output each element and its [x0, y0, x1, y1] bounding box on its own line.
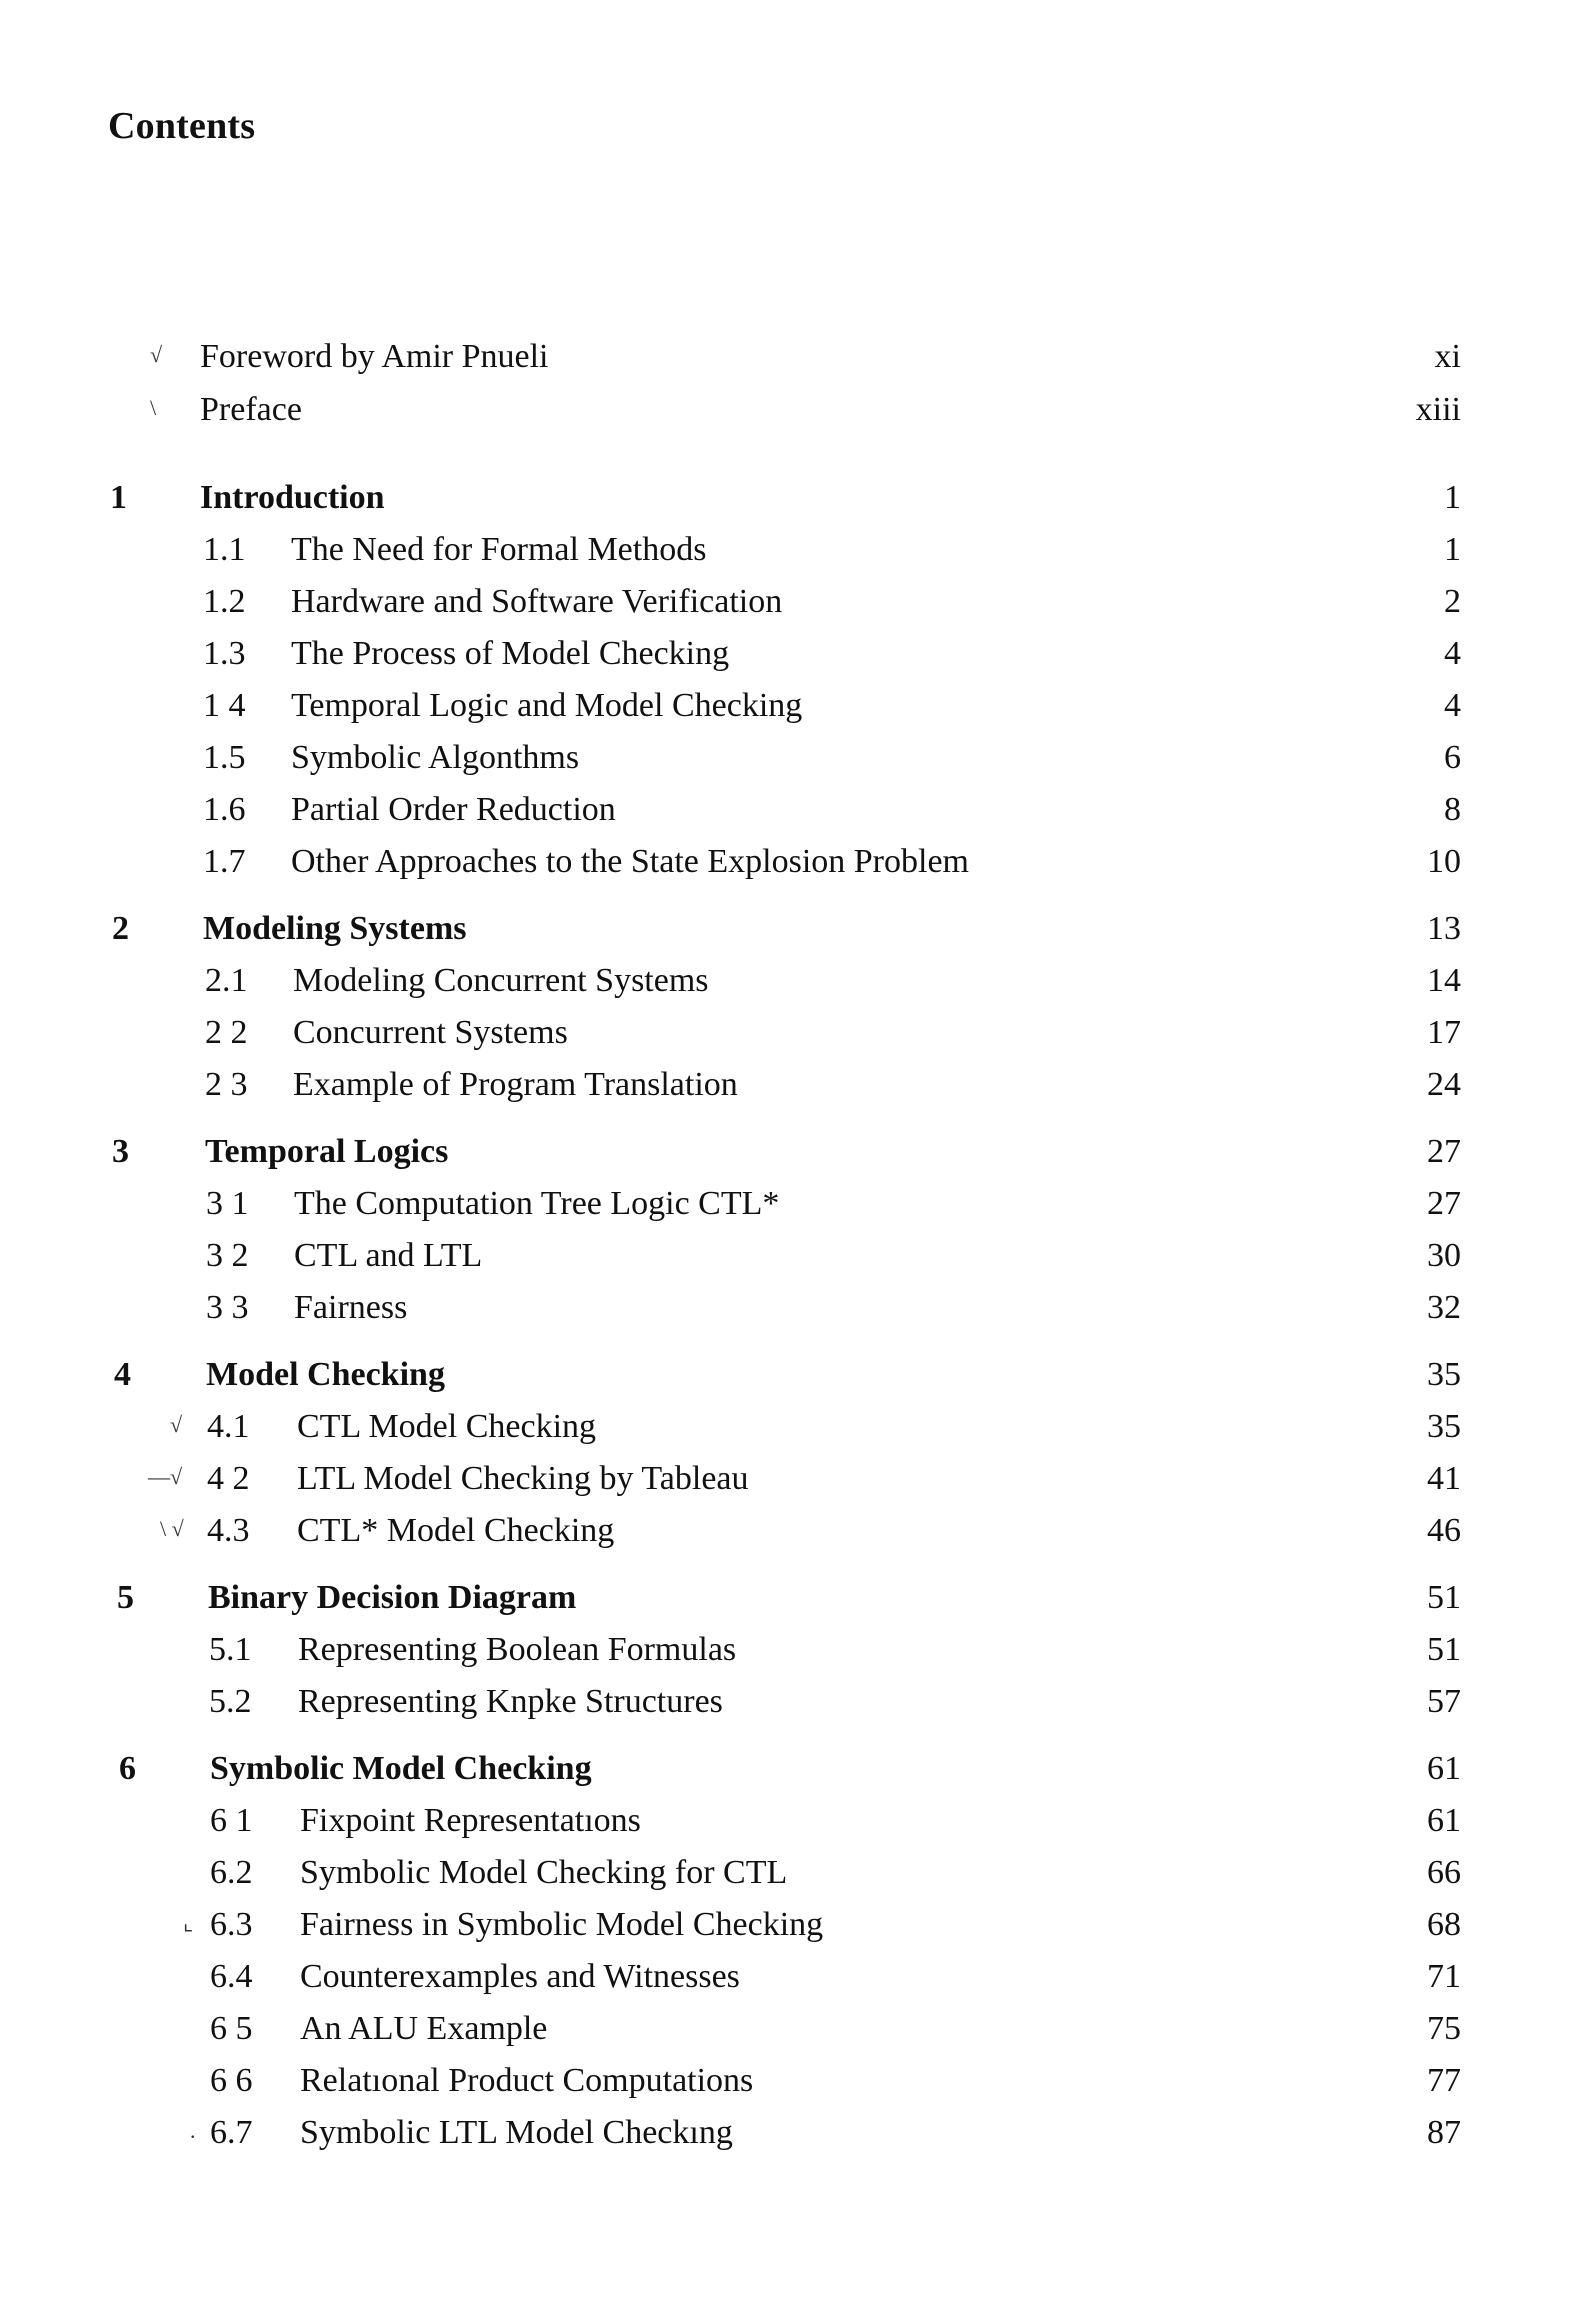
- section-page: 4: [1444, 687, 1461, 724]
- section-page: 24: [1427, 1066, 1461, 1103]
- toc-section[interactable]: [0, 1683, 1589, 1727]
- section-title: The Need for Formal Methods: [291, 531, 707, 568]
- section-number: 2 2: [205, 1014, 248, 1051]
- toc-section[interactable]: [0, 1185, 1589, 1229]
- handwritten-mark: √: [150, 342, 163, 367]
- section-number: 1.5: [203, 739, 246, 776]
- section-title: Symbolic Algonthms: [291, 739, 580, 776]
- section-number: 6.2: [210, 1854, 253, 1891]
- section-title: The Process of Model Checking: [291, 635, 730, 672]
- section-number: 6 1: [210, 1802, 253, 1839]
- section-number: 4.3: [207, 1512, 250, 1549]
- section-page: 1: [1444, 531, 1461, 568]
- toc-chapter-5[interactable]: [0, 1579, 1589, 1623]
- section-title: Modeling Concurrent Systems: [293, 962, 709, 999]
- handwritten-mark: √: [170, 1412, 183, 1437]
- entry-title: Preface: [200, 391, 302, 428]
- chapter-number: 1: [110, 479, 127, 516]
- handwritten-mark: \: [150, 395, 157, 420]
- section-title: CTL* Model Checking: [297, 1512, 615, 1549]
- toc-section[interactable]: [0, 1802, 1589, 1846]
- section-page: 68: [1427, 1906, 1461, 1943]
- handwritten-mark: .: [190, 2118, 196, 2143]
- handwritten-mark: —√: [148, 1464, 183, 1489]
- section-number: 1.1: [203, 531, 246, 568]
- toc-section[interactable]: [0, 2010, 1589, 2054]
- chapter-number: 4: [114, 1356, 131, 1393]
- section-number: 6.3: [210, 1906, 253, 1943]
- section-number: 1 4: [203, 687, 246, 724]
- section-title: Fixpoint Representatıons: [300, 1802, 641, 1839]
- section-title: Representing Boolean Formulas: [298, 1631, 737, 1668]
- toc-section[interactable]: [0, 1289, 1589, 1333]
- section-title: Symbolic LTL Model Checkıng: [300, 2114, 733, 2151]
- toc-section[interactable]: [0, 962, 1589, 1006]
- section-title: Example of Program Translation: [293, 1066, 738, 1103]
- section-number: 6.7: [210, 2114, 253, 2151]
- toc-section[interactable]: [0, 1066, 1589, 1110]
- chapter-title: Introduction: [200, 479, 385, 516]
- section-number: 1.7: [203, 843, 246, 880]
- section-title: LTL Model Checking by Tableau: [297, 1460, 749, 1497]
- chapter-number: 3: [112, 1133, 129, 1170]
- section-page: 8: [1444, 791, 1461, 828]
- toc-section[interactable]: [0, 1460, 1589, 1504]
- section-title: CTL and LTL: [294, 1237, 483, 1274]
- section-number: 6 5: [210, 2010, 253, 2047]
- chapter-title: Symbolic Model Checking: [210, 1750, 592, 1787]
- section-page: 30: [1427, 1237, 1461, 1274]
- section-number: 3 1: [206, 1185, 249, 1222]
- section-page: 6: [1444, 739, 1461, 776]
- toc-section[interactable]: [0, 1906, 1589, 1950]
- section-title: Fairness in Symbolic Model Checking: [300, 1906, 824, 1943]
- toc-chapter-6[interactable]: [0, 1750, 1589, 1794]
- section-page: 35: [1427, 1408, 1461, 1445]
- toc-chapter-3[interactable]: [0, 1133, 1589, 1177]
- toc-entry-foreword[interactable]: [0, 338, 1589, 382]
- section-title: Counterexamples and Witnesses: [300, 1958, 740, 1995]
- section-number: 1.3: [203, 635, 246, 672]
- section-number: 5.2: [209, 1683, 252, 1720]
- chapter-number: 5: [117, 1579, 134, 1616]
- chapter-page: 35: [1427, 1356, 1461, 1393]
- section-title: Relatıonal Product Computations: [300, 2062, 754, 2099]
- toc-section[interactable]: [0, 1958, 1589, 2002]
- section-title: Temporal Logic and Model Checking: [291, 687, 803, 724]
- section-page: 46: [1427, 1512, 1461, 1549]
- section-title: Representing Knpke Structures: [298, 1683, 723, 1720]
- toc-section[interactable]: [0, 2062, 1589, 2106]
- toc-entry-preface[interactable]: [0, 391, 1589, 435]
- chapter-page: 61: [1427, 1750, 1461, 1787]
- section-page: 2: [1444, 583, 1461, 620]
- toc-section[interactable]: [0, 1512, 1589, 1556]
- section-page: 4: [1444, 635, 1461, 672]
- chapter-page: 51: [1427, 1579, 1461, 1616]
- toc-section[interactable]: [0, 635, 1589, 679]
- section-page: 17: [1427, 1014, 1461, 1051]
- section-page: 75: [1427, 2010, 1461, 2047]
- section-title: CTL Model Checking: [297, 1408, 597, 1445]
- section-title: Symbolic Model Checking for CTL: [300, 1854, 788, 1891]
- section-title: Hardware and Software Verification: [291, 583, 783, 620]
- section-title: The Computation Tree Logic CTL*: [294, 1185, 780, 1222]
- chapter-title: Temporal Logics: [205, 1133, 449, 1170]
- entry-page: xi: [1434, 338, 1461, 375]
- section-page: 57: [1427, 1683, 1461, 1720]
- section-number: 6 6: [210, 2062, 253, 2099]
- section-title: Concurrent Systems: [293, 1014, 568, 1051]
- section-page: 27: [1427, 1185, 1461, 1222]
- entry-title: Foreword by Amir Pnueli: [200, 338, 549, 375]
- section-number: 2 3: [205, 1066, 248, 1103]
- chapter-title: Model Checking: [206, 1356, 445, 1393]
- toc-chapter-1[interactable]: [0, 479, 1589, 523]
- section-page: 87: [1427, 2114, 1461, 2151]
- chapter-page: 1: [1444, 479, 1461, 516]
- toc-chapter-4[interactable]: [0, 1356, 1589, 1400]
- toc-section[interactable]: [0, 843, 1589, 887]
- section-page: 41: [1427, 1460, 1461, 1497]
- section-title: Partial Order Reduction: [291, 791, 616, 828]
- toc-section[interactable]: [0, 531, 1589, 575]
- section-title: An ALU Example: [300, 2010, 548, 2047]
- toc-section[interactable]: [0, 1854, 1589, 1898]
- section-number: 1.6: [203, 791, 246, 828]
- toc-section[interactable]: [0, 2114, 1589, 2158]
- toc-section[interactable]: [0, 1014, 1589, 1058]
- toc-section[interactable]: [0, 739, 1589, 783]
- toc-section[interactable]: [0, 791, 1589, 835]
- section-page: 32: [1427, 1289, 1461, 1326]
- section-page: 71: [1427, 1958, 1461, 1995]
- section-page: 10: [1427, 843, 1461, 880]
- section-number: 1.2: [203, 583, 246, 620]
- chapter-number: 6: [119, 1750, 136, 1787]
- section-number: 6.4: [210, 1958, 253, 1995]
- toc-section[interactable]: [0, 1237, 1589, 1281]
- page-title: Contents: [108, 105, 256, 147]
- section-number: 3 2: [206, 1237, 249, 1274]
- toc-section[interactable]: [0, 1408, 1589, 1452]
- section-number: 5.1: [209, 1631, 252, 1668]
- chapter-title: Modeling Systems: [203, 910, 467, 947]
- section-number: 2.1: [205, 962, 248, 999]
- section-number: 4 2: [207, 1460, 250, 1497]
- section-page: 14: [1427, 962, 1461, 999]
- toc-section[interactable]: [0, 583, 1589, 627]
- entry-page: xiii: [1415, 391, 1461, 428]
- toc-chapter-2[interactable]: [0, 910, 1589, 954]
- chapter-page: 27: [1427, 1133, 1461, 1170]
- section-page: 61: [1427, 1802, 1461, 1839]
- handwritten-mark: \ √: [160, 1516, 184, 1541]
- toc-section[interactable]: [0, 687, 1589, 731]
- section-number: 4.1: [207, 1408, 250, 1445]
- section-title: Other Approaches to the State Explosion Problem: [291, 843, 969, 880]
- chapter-title: Binary Decision Diagram: [208, 1579, 577, 1616]
- chapter-page: 13: [1427, 910, 1461, 947]
- section-title: Fairness: [294, 1289, 408, 1326]
- section-number: 3 3: [206, 1289, 249, 1326]
- chapter-number: 2: [112, 910, 129, 947]
- section-page: 77: [1427, 2062, 1461, 2099]
- toc-section[interactable]: [0, 1631, 1589, 1675]
- section-page: 51: [1427, 1631, 1461, 1668]
- section-page: 66: [1427, 1854, 1461, 1891]
- handwritten-mark: ⌞: [183, 1910, 194, 1935]
